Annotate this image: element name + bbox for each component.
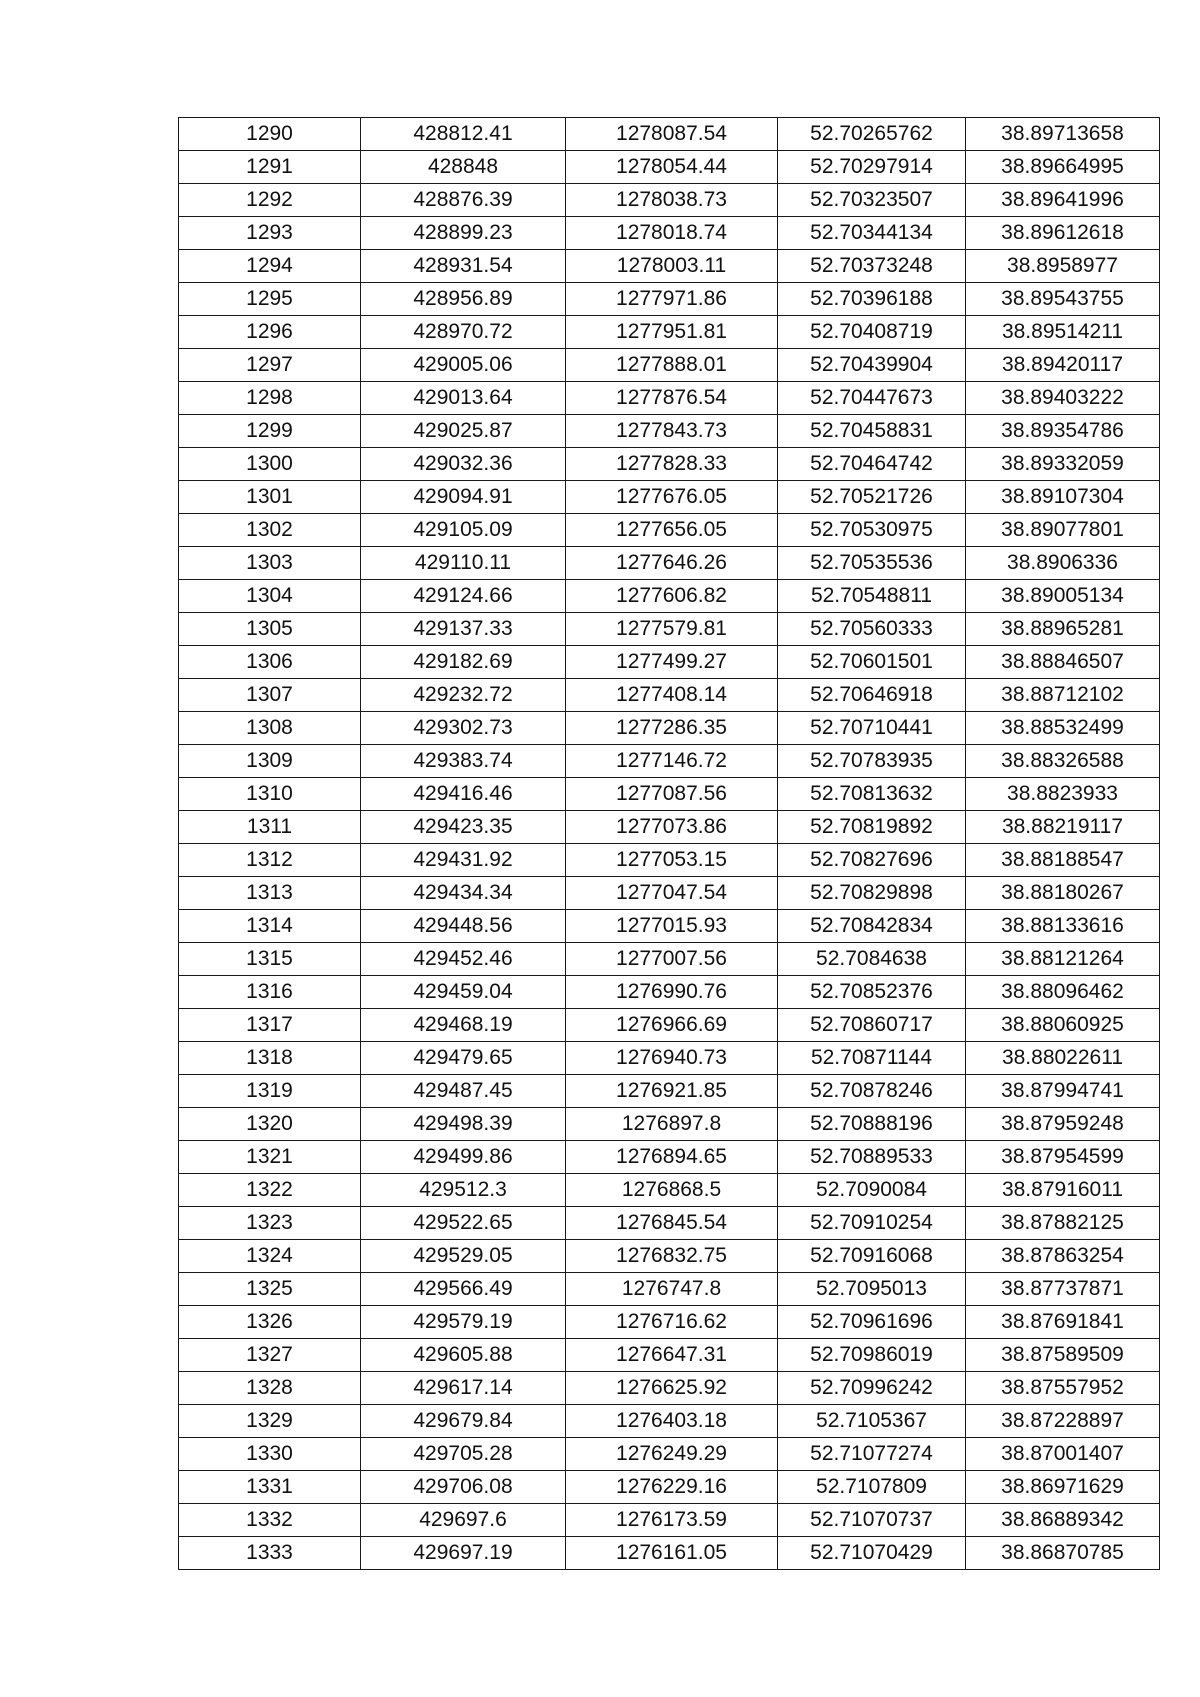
- latitude-cell: 52.70297914: [778, 151, 966, 184]
- latitude-cell: 52.7090084: [778, 1174, 966, 1207]
- latitude-cell: 52.70265762: [778, 118, 966, 151]
- table-row: [179, 1438, 1160, 1471]
- latitude-cell: 52.70916068: [778, 1240, 966, 1273]
- x-coordinate-cell: 429697.19: [361, 1537, 566, 1570]
- longitude-cell: 38.89077801: [966, 514, 1160, 547]
- latitude-cell: 52.70961696: [778, 1306, 966, 1339]
- longitude-cell: 38.88712102: [966, 679, 1160, 712]
- table-row: [179, 283, 1160, 316]
- latitude-cell: 52.70842834: [778, 910, 966, 943]
- x-coordinate-cell: 429448.56: [361, 910, 566, 943]
- latitude-cell: 52.70878246: [778, 1075, 966, 1108]
- point-number-cell: 1333: [179, 1537, 361, 1570]
- y-coordinate-cell: 1277047.54: [566, 877, 778, 910]
- y-coordinate-cell: 1278038.73: [566, 184, 778, 217]
- y-coordinate-cell: 1277843.73: [566, 415, 778, 448]
- latitude-cell: 52.7105367: [778, 1405, 966, 1438]
- table-row: [179, 1108, 1160, 1141]
- x-coordinate-cell: 428848: [361, 151, 566, 184]
- latitude-cell: 52.70813632: [778, 778, 966, 811]
- longitude-cell: 38.89543755: [966, 283, 1160, 316]
- latitude-cell: 52.70852376: [778, 976, 966, 1009]
- point-number-cell: 1298: [179, 382, 361, 415]
- table-row: [179, 250, 1160, 283]
- table-row: [179, 877, 1160, 910]
- longitude-cell: 38.89354786: [966, 415, 1160, 448]
- y-coordinate-cell: 1278018.74: [566, 217, 778, 250]
- table-row: [179, 1339, 1160, 1372]
- x-coordinate-cell: 429416.46: [361, 778, 566, 811]
- y-coordinate-cell: 1276868.5: [566, 1174, 778, 1207]
- x-coordinate-cell: 429498.39: [361, 1108, 566, 1141]
- point-number-cell: 1313: [179, 877, 361, 910]
- point-number-cell: 1310: [179, 778, 361, 811]
- x-coordinate-cell: 429499.86: [361, 1141, 566, 1174]
- longitude-cell: 38.8906336: [966, 547, 1160, 580]
- latitude-cell: 52.70535536: [778, 547, 966, 580]
- longitude-cell: 38.89332059: [966, 448, 1160, 481]
- x-coordinate-cell: 429110.11: [361, 547, 566, 580]
- x-coordinate-cell: 429512.3: [361, 1174, 566, 1207]
- y-coordinate-cell: 1277579.81: [566, 613, 778, 646]
- point-number-cell: 1304: [179, 580, 361, 613]
- longitude-cell: 38.8958977: [966, 250, 1160, 283]
- y-coordinate-cell: 1277656.05: [566, 514, 778, 547]
- table-row: [179, 1141, 1160, 1174]
- longitude-cell: 38.87959248: [966, 1108, 1160, 1141]
- point-number-cell: 1312: [179, 844, 361, 877]
- latitude-cell: 52.70601501: [778, 646, 966, 679]
- latitude-cell: 52.70860717: [778, 1009, 966, 1042]
- x-coordinate-cell: 429468.19: [361, 1009, 566, 1042]
- y-coordinate-cell: 1276403.18: [566, 1405, 778, 1438]
- y-coordinate-cell: 1277828.33: [566, 448, 778, 481]
- table-row: [179, 745, 1160, 778]
- longitude-cell: 38.86889342: [966, 1504, 1160, 1537]
- x-coordinate-cell: 429479.65: [361, 1042, 566, 1075]
- table-row: [179, 349, 1160, 382]
- longitude-cell: 38.87691841: [966, 1306, 1160, 1339]
- table-row: [179, 1471, 1160, 1504]
- point-number-cell: 1320: [179, 1108, 361, 1141]
- x-coordinate-cell: 429302.73: [361, 712, 566, 745]
- y-coordinate-cell: 1278003.11: [566, 250, 778, 283]
- table-row: [179, 415, 1160, 448]
- x-coordinate-cell: 429105.09: [361, 514, 566, 547]
- table-row: [179, 547, 1160, 580]
- latitude-cell: 52.70548811: [778, 580, 966, 613]
- latitude-cell: 52.70819892: [778, 811, 966, 844]
- y-coordinate-cell: 1276845.54: [566, 1207, 778, 1240]
- y-coordinate-cell: 1276747.8: [566, 1273, 778, 1306]
- y-coordinate-cell: 1278054.44: [566, 151, 778, 184]
- longitude-cell: 38.88846507: [966, 646, 1160, 679]
- y-coordinate-cell: 1278087.54: [566, 118, 778, 151]
- x-coordinate-cell: 429487.45: [361, 1075, 566, 1108]
- y-coordinate-cell: 1277646.26: [566, 547, 778, 580]
- x-coordinate-cell: 429232.72: [361, 679, 566, 712]
- table-row: [179, 1405, 1160, 1438]
- x-coordinate-cell: 429706.08: [361, 1471, 566, 1504]
- y-coordinate-cell: 1276161.05: [566, 1537, 778, 1570]
- y-coordinate-cell: 1277007.56: [566, 943, 778, 976]
- latitude-cell: 52.70458831: [778, 415, 966, 448]
- y-coordinate-cell: 1277606.82: [566, 580, 778, 613]
- y-coordinate-cell: 1276897.8: [566, 1108, 778, 1141]
- latitude-cell: 52.7107809: [778, 1471, 966, 1504]
- latitude-cell: 52.71077274: [778, 1438, 966, 1471]
- point-number-cell: 1292: [179, 184, 361, 217]
- y-coordinate-cell: 1277146.72: [566, 745, 778, 778]
- coordinates-table: [178, 117, 1160, 1570]
- point-number-cell: 1326: [179, 1306, 361, 1339]
- latitude-cell: 52.71070429: [778, 1537, 966, 1570]
- x-coordinate-cell: 429423.35: [361, 811, 566, 844]
- y-coordinate-cell: 1276625.92: [566, 1372, 778, 1405]
- point-number-cell: 1318: [179, 1042, 361, 1075]
- longitude-cell: 38.88326588: [966, 745, 1160, 778]
- latitude-cell: 52.70986019: [778, 1339, 966, 1372]
- longitude-cell: 38.87589509: [966, 1339, 1160, 1372]
- y-coordinate-cell: 1276173.59: [566, 1504, 778, 1537]
- point-number-cell: 1303: [179, 547, 361, 580]
- table-row: [179, 1042, 1160, 1075]
- point-number-cell: 1311: [179, 811, 361, 844]
- longitude-cell: 38.87954599: [966, 1141, 1160, 1174]
- point-number-cell: 1322: [179, 1174, 361, 1207]
- point-number-cell: 1291: [179, 151, 361, 184]
- longitude-cell: 38.89403222: [966, 382, 1160, 415]
- table-row: [179, 316, 1160, 349]
- x-coordinate-cell: 429452.46: [361, 943, 566, 976]
- table-row: [179, 1240, 1160, 1273]
- y-coordinate-cell: 1277286.35: [566, 712, 778, 745]
- y-coordinate-cell: 1277876.54: [566, 382, 778, 415]
- y-coordinate-cell: 1277971.86: [566, 283, 778, 316]
- point-number-cell: 1330: [179, 1438, 361, 1471]
- table-row: [179, 448, 1160, 481]
- x-coordinate-cell: 429032.36: [361, 448, 566, 481]
- latitude-cell: 52.70396188: [778, 283, 966, 316]
- longitude-cell: 38.89107304: [966, 481, 1160, 514]
- table-row: [179, 184, 1160, 217]
- x-coordinate-cell: 428812.41: [361, 118, 566, 151]
- longitude-cell: 38.89514211: [966, 316, 1160, 349]
- table-row: [179, 811, 1160, 844]
- y-coordinate-cell: 1277053.15: [566, 844, 778, 877]
- point-number-cell: 1325: [179, 1273, 361, 1306]
- x-coordinate-cell: 429705.28: [361, 1438, 566, 1471]
- point-number-cell: 1294: [179, 250, 361, 283]
- longitude-cell: 38.87557952: [966, 1372, 1160, 1405]
- coordinates-table-body: [179, 118, 1160, 1570]
- point-number-cell: 1299: [179, 415, 361, 448]
- latitude-cell: 52.70710441: [778, 712, 966, 745]
- x-coordinate-cell: 429434.34: [361, 877, 566, 910]
- table-row: [179, 1372, 1160, 1405]
- point-number-cell: 1296: [179, 316, 361, 349]
- latitude-cell: 52.70447673: [778, 382, 966, 415]
- x-coordinate-cell: 428931.54: [361, 250, 566, 283]
- latitude-cell: 52.70464742: [778, 448, 966, 481]
- table-row: [179, 514, 1160, 547]
- table-row: [179, 844, 1160, 877]
- longitude-cell: 38.87882125: [966, 1207, 1160, 1240]
- point-number-cell: 1323: [179, 1207, 361, 1240]
- x-coordinate-cell: 429529.05: [361, 1240, 566, 1273]
- latitude-cell: 52.70530975: [778, 514, 966, 547]
- latitude-cell: 52.70323507: [778, 184, 966, 217]
- table-row: [179, 910, 1160, 943]
- table-row: [179, 778, 1160, 811]
- x-coordinate-cell: 429459.04: [361, 976, 566, 1009]
- x-coordinate-cell: 429094.91: [361, 481, 566, 514]
- table-row: [179, 613, 1160, 646]
- table-row: [179, 943, 1160, 976]
- longitude-cell: 38.89713658: [966, 118, 1160, 151]
- latitude-cell: 52.70910254: [778, 1207, 966, 1240]
- y-coordinate-cell: 1277087.56: [566, 778, 778, 811]
- point-number-cell: 1309: [179, 745, 361, 778]
- longitude-cell: 38.87228897: [966, 1405, 1160, 1438]
- y-coordinate-cell: 1277073.86: [566, 811, 778, 844]
- x-coordinate-cell: 429005.06: [361, 349, 566, 382]
- x-coordinate-cell: 429431.92: [361, 844, 566, 877]
- point-number-cell: 1290: [179, 118, 361, 151]
- table-row: [179, 679, 1160, 712]
- x-coordinate-cell: 429679.84: [361, 1405, 566, 1438]
- latitude-cell: 52.70827696: [778, 844, 966, 877]
- latitude-cell: 52.70871144: [778, 1042, 966, 1075]
- longitude-cell: 38.86870785: [966, 1537, 1160, 1570]
- point-number-cell: 1297: [179, 349, 361, 382]
- x-coordinate-cell: 429124.66: [361, 580, 566, 613]
- table-row: [179, 217, 1160, 250]
- point-number-cell: 1328: [179, 1372, 361, 1405]
- point-number-cell: 1293: [179, 217, 361, 250]
- point-number-cell: 1319: [179, 1075, 361, 1108]
- table-row: [179, 580, 1160, 613]
- longitude-cell: 38.88121264: [966, 943, 1160, 976]
- table-row: [179, 646, 1160, 679]
- x-coordinate-cell: 428956.89: [361, 283, 566, 316]
- y-coordinate-cell: 1276716.62: [566, 1306, 778, 1339]
- latitude-cell: 52.70344134: [778, 217, 966, 250]
- point-number-cell: 1306: [179, 646, 361, 679]
- x-coordinate-cell: 428970.72: [361, 316, 566, 349]
- longitude-cell: 38.87916011: [966, 1174, 1160, 1207]
- longitude-cell: 38.89612618: [966, 217, 1160, 250]
- y-coordinate-cell: 1277951.81: [566, 316, 778, 349]
- x-coordinate-cell: 429025.87: [361, 415, 566, 448]
- longitude-cell: 38.88219117: [966, 811, 1160, 844]
- longitude-cell: 38.88133616: [966, 910, 1160, 943]
- latitude-cell: 52.7095013: [778, 1273, 966, 1306]
- x-coordinate-cell: 429383.74: [361, 745, 566, 778]
- latitude-cell: 52.7084638: [778, 943, 966, 976]
- table-row: [179, 382, 1160, 415]
- point-number-cell: 1305: [179, 613, 361, 646]
- table-row: [179, 1273, 1160, 1306]
- latitude-cell: 52.70439904: [778, 349, 966, 382]
- x-coordinate-cell: 428899.23: [361, 217, 566, 250]
- x-coordinate-cell: 428876.39: [361, 184, 566, 217]
- latitude-cell: 52.70408719: [778, 316, 966, 349]
- table-row: [179, 118, 1160, 151]
- table-row: [179, 712, 1160, 745]
- longitude-cell: 38.88188547: [966, 844, 1160, 877]
- point-number-cell: 1327: [179, 1339, 361, 1372]
- x-coordinate-cell: 429697.6: [361, 1504, 566, 1537]
- table-row: [179, 1306, 1160, 1339]
- point-number-cell: 1317: [179, 1009, 361, 1042]
- table-row: [179, 976, 1160, 1009]
- latitude-cell: 52.70373248: [778, 250, 966, 283]
- latitude-cell: 52.70889533: [778, 1141, 966, 1174]
- point-number-cell: 1307: [179, 679, 361, 712]
- point-number-cell: 1329: [179, 1405, 361, 1438]
- longitude-cell: 38.88022611: [966, 1042, 1160, 1075]
- longitude-cell: 38.88965281: [966, 613, 1160, 646]
- longitude-cell: 38.87737871: [966, 1273, 1160, 1306]
- y-coordinate-cell: 1277408.14: [566, 679, 778, 712]
- point-number-cell: 1314: [179, 910, 361, 943]
- point-number-cell: 1331: [179, 1471, 361, 1504]
- point-number-cell: 1301: [179, 481, 361, 514]
- longitude-cell: 38.89664995: [966, 151, 1160, 184]
- y-coordinate-cell: 1277015.93: [566, 910, 778, 943]
- x-coordinate-cell: 429579.19: [361, 1306, 566, 1339]
- longitude-cell: 38.87994741: [966, 1075, 1160, 1108]
- table-row: [179, 1504, 1160, 1537]
- x-coordinate-cell: 429137.33: [361, 613, 566, 646]
- latitude-cell: 52.71070737: [778, 1504, 966, 1537]
- latitude-cell: 52.70646918: [778, 679, 966, 712]
- latitude-cell: 52.70521726: [778, 481, 966, 514]
- point-number-cell: 1332: [179, 1504, 361, 1537]
- table-row: [179, 1207, 1160, 1240]
- table-row: [179, 481, 1160, 514]
- longitude-cell: 38.89641996: [966, 184, 1160, 217]
- y-coordinate-cell: 1276647.31: [566, 1339, 778, 1372]
- y-coordinate-cell: 1276832.75: [566, 1240, 778, 1273]
- x-coordinate-cell: 429522.65: [361, 1207, 566, 1240]
- point-number-cell: 1316: [179, 976, 361, 1009]
- longitude-cell: 38.87001407: [966, 1438, 1160, 1471]
- y-coordinate-cell: 1276966.69: [566, 1009, 778, 1042]
- longitude-cell: 38.88532499: [966, 712, 1160, 745]
- point-number-cell: 1302: [179, 514, 361, 547]
- y-coordinate-cell: 1276229.16: [566, 1471, 778, 1504]
- longitude-cell: 38.86971629: [966, 1471, 1160, 1504]
- longitude-cell: 38.88180267: [966, 877, 1160, 910]
- latitude-cell: 52.70996242: [778, 1372, 966, 1405]
- point-number-cell: 1315: [179, 943, 361, 976]
- x-coordinate-cell: 429566.49: [361, 1273, 566, 1306]
- point-number-cell: 1308: [179, 712, 361, 745]
- longitude-cell: 38.88060925: [966, 1009, 1160, 1042]
- point-number-cell: 1300: [179, 448, 361, 481]
- table-row: [179, 151, 1160, 184]
- y-coordinate-cell: 1277676.05: [566, 481, 778, 514]
- y-coordinate-cell: 1276249.29: [566, 1438, 778, 1471]
- x-coordinate-cell: 429605.88: [361, 1339, 566, 1372]
- y-coordinate-cell: 1276921.85: [566, 1075, 778, 1108]
- x-coordinate-cell: 429617.14: [361, 1372, 566, 1405]
- table-row: [179, 1075, 1160, 1108]
- longitude-cell: 38.89420117: [966, 349, 1160, 382]
- latitude-cell: 52.70783935: [778, 745, 966, 778]
- x-coordinate-cell: 429182.69: [361, 646, 566, 679]
- longitude-cell: 38.87863254: [966, 1240, 1160, 1273]
- longitude-cell: 38.88096462: [966, 976, 1160, 1009]
- point-number-cell: 1324: [179, 1240, 361, 1273]
- x-coordinate-cell: 429013.64: [361, 382, 566, 415]
- latitude-cell: 52.70888196: [778, 1108, 966, 1141]
- y-coordinate-cell: 1276990.76: [566, 976, 778, 1009]
- table-row: [179, 1537, 1160, 1570]
- longitude-cell: 38.8823933: [966, 778, 1160, 811]
- point-number-cell: 1295: [179, 283, 361, 316]
- longitude-cell: 38.89005134: [966, 580, 1160, 613]
- y-coordinate-cell: 1277499.27: [566, 646, 778, 679]
- table-row: [179, 1009, 1160, 1042]
- table-row: [179, 1174, 1160, 1207]
- y-coordinate-cell: 1276940.73: [566, 1042, 778, 1075]
- latitude-cell: 52.70829898: [778, 877, 966, 910]
- latitude-cell: 52.70560333: [778, 613, 966, 646]
- point-number-cell: 1321: [179, 1141, 361, 1174]
- y-coordinate-cell: 1276894.65: [566, 1141, 778, 1174]
- y-coordinate-cell: 1277888.01: [566, 349, 778, 382]
